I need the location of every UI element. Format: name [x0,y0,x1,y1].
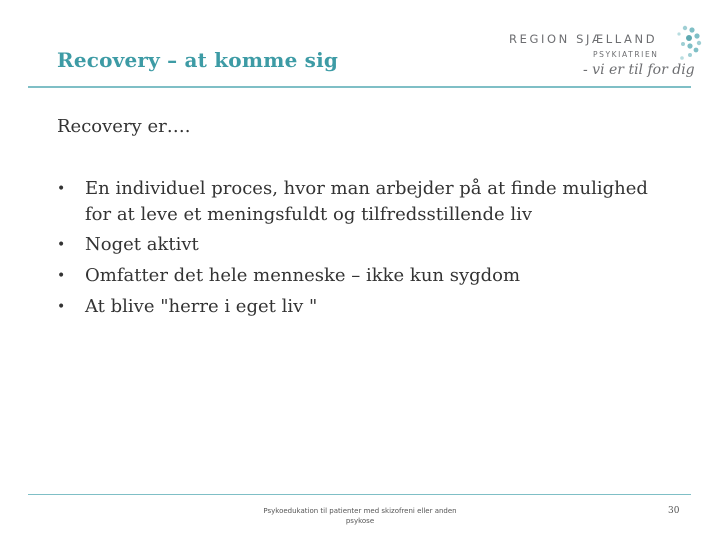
bullet-item [57,294,677,320]
region-sjaelland-logo [505,22,705,92]
logo-region-text: REGION SJÆLLAND [509,32,658,46]
intro-text: Recovery er…. [57,116,191,137]
bullet-icon: • [57,268,66,284]
footer-caption: Psykoedukation til patienter med skizofreni eller anden psykose [263,507,457,525]
bullet-text: En individuel proces, hvor man arbejder på at finde mulighed for at leve et meningsfuldt og tilfredsstillende liv [85,178,648,225]
footer-divider [28,494,691,495]
bullet-icon: • [57,299,66,315]
logo-psykiatrien-text: PSYKIATRIEN [593,50,659,59]
bullet-text: Noget aktivt [85,234,199,255]
bullet-icon: • [57,181,66,197]
slide-title: Recovery – at komme sig [57,48,339,72]
bullet-item [57,232,677,258]
bullet-icon: • [57,237,66,253]
bullet-item [57,176,677,228]
logo-dots-icon [665,24,705,64]
bullet-text: At blive "herre i eget liv " [85,296,318,317]
bullet-text: Omfatter det hele menneske – ikke kun sygdom [85,265,521,286]
title-divider [28,86,691,88]
page-number: 30 [668,506,680,516]
bullet-item [57,263,677,289]
logo-tagline: - vi er til for dig [583,62,695,78]
bullet-list [57,176,677,325]
